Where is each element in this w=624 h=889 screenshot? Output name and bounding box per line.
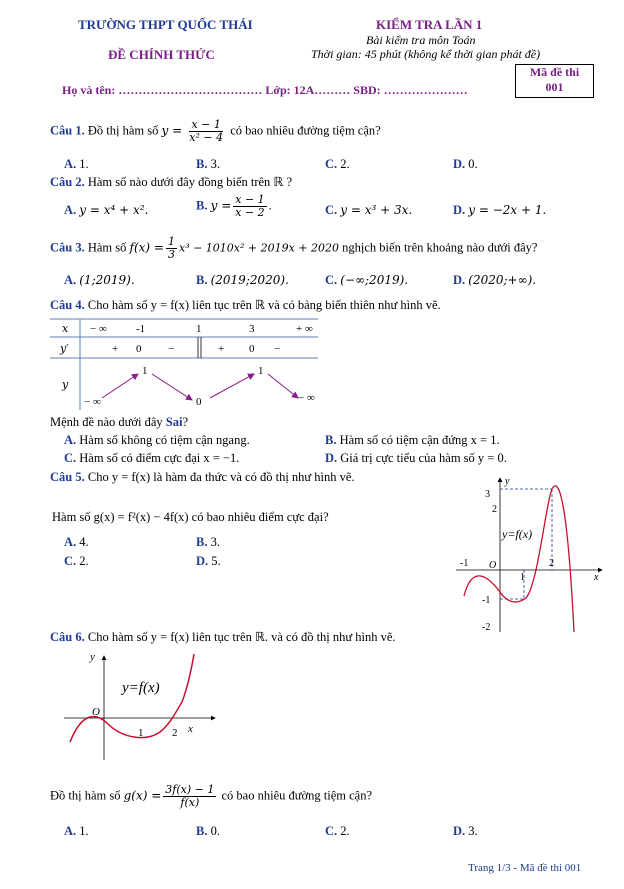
option-letter: A. — [64, 203, 77, 217]
question-6-sub — [50, 784, 372, 809]
question-3 — [50, 236, 537, 261]
q6-graph — [60, 652, 220, 764]
question-1-label: Câu 1. — [50, 123, 85, 138]
exam-code-box — [515, 64, 594, 98]
table-y-value: 1 — [142, 365, 148, 377]
q1-denominator: x² − 4 — [189, 131, 224, 144]
school-name: TRƯỜNG THPT QUỐC THÁI — [78, 17, 253, 32]
q3-fraction — [166, 236, 177, 261]
question-2-text: Hàm số nào dưới đây đồng biến trên ℝ ? — [87, 175, 293, 189]
question-3-lhs: f(x) = — [129, 240, 164, 255]
option-letter: D. — [325, 451, 338, 465]
q3-option-d[interactable] — [453, 273, 536, 288]
option-letter: D. — [453, 203, 466, 217]
question-6 — [50, 629, 396, 645]
option-text: 5. — [211, 554, 221, 568]
tick-label: -1 — [460, 558, 469, 569]
option-letter: A. — [64, 273, 77, 287]
q6-option-c[interactable] — [325, 824, 350, 839]
question-6-label: Câu 6. — [50, 630, 85, 644]
option-text: y = x⁴ + x². — [79, 203, 149, 217]
option-text: (−∞;2019). — [340, 273, 409, 287]
tick-label: -2 — [482, 622, 491, 633]
q6-sub-pre: Đồ thị hàm số — [50, 788, 121, 803]
option-text: Hàm số có điểm cực đại x = −1. — [79, 451, 240, 465]
option-letter: B. — [196, 157, 208, 171]
option-text: 0. — [468, 157, 478, 171]
exam-code-value: 001 — [545, 80, 564, 94]
table-derivative-label: y′ — [60, 342, 69, 355]
option-letter: B. — [196, 535, 208, 549]
option-letter: B. — [325, 433, 337, 447]
increase-arrow — [102, 374, 138, 398]
option-text: 2. — [340, 157, 350, 171]
option-text: Hàm số không có tiệm cận ngang. — [79, 433, 250, 447]
option-text: 0. — [210, 824, 220, 838]
q4-prompt-bold: Sai — [165, 415, 183, 429]
origin-label: O — [489, 560, 497, 571]
table-x-value: 1 — [196, 323, 202, 335]
option-text: y = x³ + 3x. — [340, 203, 413, 217]
option-letter: B. — [196, 198, 208, 213]
option-letter: A. — [64, 824, 77, 838]
table-y-label: y — [62, 378, 69, 391]
option-letter: D. — [453, 273, 466, 287]
q5-option-b[interactable] — [196, 535, 220, 550]
option-letter: D. — [196, 554, 209, 568]
table-sign: 0 — [249, 343, 255, 355]
question-5-text: Cho y = f(x) là hàm đa thức và có đồ thị như hình vẽ. — [87, 470, 355, 484]
tick-label: 1 — [520, 572, 525, 583]
q3-option-a[interactable] — [64, 273, 135, 288]
option-letter: A. — [64, 157, 77, 171]
q6-fraction — [163, 784, 216, 809]
option-text: y = −2x + 1. — [468, 203, 547, 217]
student-info-line: Họ và tên: ……………………………… Lớp: 12A……… SBD: ………………… — [62, 83, 468, 97]
option-letter: A. — [64, 433, 77, 447]
table-y-value: − ∞ — [298, 392, 315, 404]
q4-option-b[interactable] — [325, 433, 500, 448]
q6-sub-post: có bao nhiêu đường tiệm cận? — [221, 788, 372, 803]
table-sign: 0 — [136, 343, 142, 355]
option-text: 1. — [79, 824, 89, 838]
function-curve — [464, 486, 574, 632]
q6-denominator: f(x) — [180, 796, 200, 809]
option-tail: . — [268, 198, 272, 213]
table-x-label: x — [62, 322, 69, 335]
question-1-fraction — [187, 119, 225, 144]
option-letter: B. — [196, 273, 208, 287]
tick-label: 2 — [172, 727, 178, 739]
q3-option-b[interactable] — [196, 273, 289, 288]
tick-label: 2 — [492, 504, 497, 515]
exam-title: KIỂM TRA LẦN 1 — [376, 17, 483, 32]
function-label: y=f(x) — [122, 680, 160, 696]
option-letter: A. — [64, 535, 77, 549]
table-x-value: + ∞ — [296, 323, 313, 335]
exam-subject: Bài kiểm tra môn Toán — [366, 33, 476, 47]
option-letter: B. — [196, 824, 208, 838]
question-1-post: có bao nhiêu đường tiệm cận? — [230, 123, 381, 138]
q2-option-a[interactable] — [64, 203, 148, 218]
option-text: (1;2019). — [79, 273, 135, 287]
q5-option-a[interactable] — [64, 535, 89, 550]
q4-option-c[interactable] — [64, 451, 239, 466]
q6-sub-lhs: g(x) = — [123, 788, 162, 803]
q6-option-a[interactable] — [64, 824, 89, 839]
option-text: 3. — [210, 535, 220, 549]
tick-label: 2 — [549, 558, 554, 569]
question-2 — [50, 174, 292, 190]
q1-numerator: x − 1 — [191, 118, 221, 131]
question-5 — [50, 470, 355, 485]
q4-prompt-pre: Mệnh đề nào dưới đây — [50, 415, 163, 429]
question-3-label: Câu 3. — [50, 240, 85, 255]
q3-numerator: 1 — [167, 235, 175, 248]
q2b-fraction — [233, 194, 266, 219]
decrease-arrow — [152, 374, 192, 400]
q2-option-b[interactable] — [196, 194, 272, 219]
q2b-denominator: x − 2 — [235, 206, 265, 219]
question-3-pre: Hàm số — [87, 240, 127, 255]
option-letter: C. — [325, 824, 338, 838]
table-sign: + — [218, 343, 225, 355]
table-sign: + — [112, 343, 119, 355]
option-text: 3. — [468, 824, 478, 838]
q6-option-b[interactable] — [196, 824, 220, 839]
option-letter: C. — [325, 273, 338, 287]
q1-option-a[interactable] — [64, 157, 89, 172]
official-label: ĐỀ CHÍNH THỨC — [108, 47, 215, 62]
q2-option-c[interactable] — [325, 203, 412, 218]
exam-code-label: Mã đề thi — [529, 65, 580, 79]
option-text: 2. — [340, 824, 350, 838]
question-3-rest: x³ − 1010x² + 2019x + 2020 — [178, 241, 340, 255]
tick-label: 1 — [138, 727, 144, 739]
option-letter: C. — [64, 554, 77, 568]
q4-prompt-post: ? — [182, 415, 189, 429]
q6-option-d[interactable] — [453, 824, 478, 839]
table-x-value: 3 — [249, 323, 255, 335]
option-text: 1. — [79, 157, 89, 171]
option-text: Giá trị cực tiểu của hàm số y = 0. — [340, 451, 507, 465]
q5-graph — [452, 472, 612, 636]
question-5-label: Câu 5. — [50, 470, 85, 484]
question-2-label: Câu 2. — [50, 175, 85, 189]
question-1 — [50, 119, 381, 144]
option-lhs: y = — [210, 198, 232, 213]
variation-table — [50, 318, 320, 410]
q2b-numerator: x − 1 — [235, 193, 265, 206]
table-y-value: 1 — [258, 365, 264, 377]
q4-option-a[interactable] — [64, 433, 250, 448]
question-5-sub: Hàm số g(x) = f²(x) − 4f(x) có bao nhiêu điểm cực đại? — [52, 510, 329, 524]
question-4-text: Cho hàm số y = f(x) liên tục trên ℝ và có bảng biến thiên như hình vẽ. — [87, 298, 441, 312]
table-y-value: 0 — [196, 396, 202, 408]
q3-denominator: 3 — [167, 248, 175, 261]
q5-option-d[interactable] — [196, 554, 221, 569]
q1-option-b[interactable] — [196, 157, 220, 172]
increase-arrow — [210, 374, 254, 398]
function-label: y=f(x) — [502, 527, 533, 541]
question-6-text: Cho hàm số y = f(x) liên tục trên ℝ. và có đồ thị như hình vẽ. — [87, 630, 396, 644]
q1-option-c[interactable] — [325, 157, 350, 172]
question-1-pre: Đồ thị hàm số — [87, 123, 159, 138]
option-text: (2020;+∞). — [468, 273, 537, 287]
q1-option-d[interactable] — [453, 157, 478, 172]
table-y-value: − ∞ — [84, 396, 101, 408]
option-letter: C. — [325, 157, 338, 171]
table-sign: − — [168, 343, 175, 355]
question-1-lhs: y = — [161, 123, 183, 138]
question-4 — [50, 297, 441, 313]
option-text: 3. — [210, 157, 220, 171]
option-letter: D. — [453, 824, 466, 838]
q6-numerator: 3f(x) − 1 — [165, 783, 215, 796]
q3-option-c[interactable] — [325, 273, 408, 288]
option-letter: C. — [64, 451, 77, 465]
y-axis-label: y — [90, 652, 95, 663]
q2-option-d[interactable] — [453, 203, 546, 218]
tick-label: 3 — [485, 489, 490, 500]
question-4-label: Câu 4. — [50, 298, 85, 312]
option-text: Hàm số có tiệm cận đứng x = 1. — [339, 433, 500, 447]
x-axis-label: x — [594, 572, 599, 583]
table-sign: − — [274, 343, 281, 355]
q4-option-d[interactable] — [325, 451, 507, 466]
question-4-prompt — [50, 415, 188, 430]
decrease-arrow — [268, 374, 298, 398]
option-letter: D. — [453, 157, 466, 171]
q5-option-c[interactable] — [64, 554, 89, 569]
x-axis-label: x — [188, 723, 193, 735]
table-x-value: -1 — [136, 323, 146, 335]
table-x-value: − ∞ — [90, 323, 107, 335]
tick-label: -1 — [482, 595, 491, 606]
y-axis-label: y — [505, 476, 510, 487]
question-3-post: nghịch biến trên khoảng nào dưới đây? — [342, 240, 538, 255]
origin-label: O — [92, 706, 100, 718]
option-text: 4. — [79, 535, 89, 549]
page-footer: Trang 1/3 - Mã đề thi 001 — [468, 862, 582, 874]
option-text: (2019;2020). — [210, 273, 289, 287]
exam-duration: Thời gian: 45 phút (không kể thời gian phát đề) — [311, 47, 541, 61]
option-letter: C. — [325, 203, 338, 217]
option-text: 2. — [79, 554, 89, 568]
